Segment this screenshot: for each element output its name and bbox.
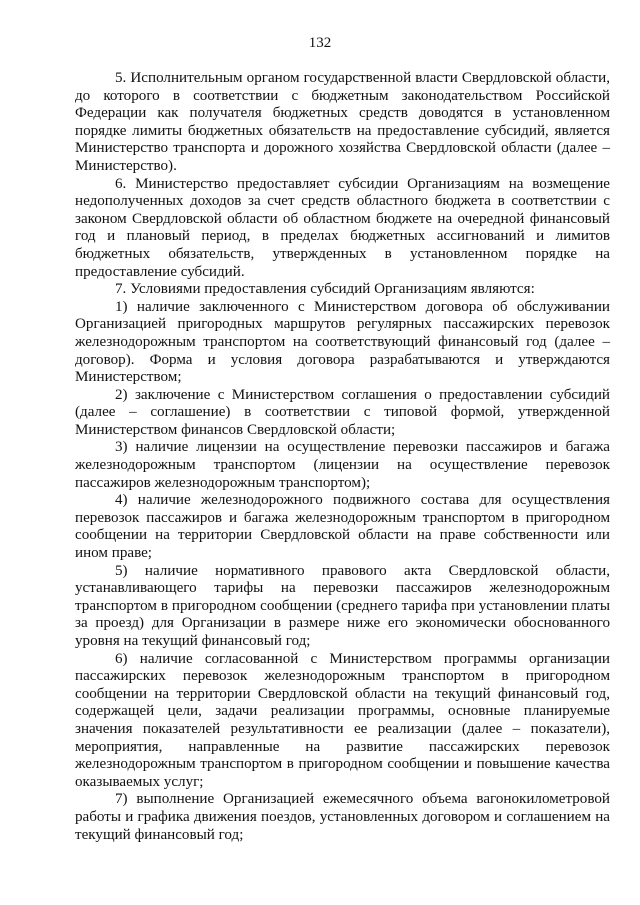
subparagraph-4: 4) наличие железнодорожного подвижного состава для осуществления перевозок пассажиров и багажа железнодорожным транспортом в пригородном сообщении на территории Свердловской области на праве собственности или ином праве; xyxy=(75,492,610,562)
subparagraph-3: 3) наличие лицензии на осуществление перевозки пассажиров и багажа железнодорожным транспортом (лицензии на осуществление перевозок пассажиров железнодорожным транспортом); xyxy=(75,439,610,491)
subparagraph-7: 7) выполнение Организацией ежемесячного объема вагонокилометровой работы и графика движения поездов, установленных договором и соглашением на текущий финансовый год; xyxy=(75,791,610,843)
paragraph-item-7: 7. Условиями предоставления субсидий Организациям являются: xyxy=(115,281,535,298)
page-number: 132 xyxy=(308,35,332,51)
subparagraph-6: 6) наличие согласованной с Министерством программы организации пассажирских перевозок железнодорожным транспортом в пригородном сообщении на территории Свердловской области на текущий финансовый год, содержащей цели, задачи реализации программы, основные планируемые значения показателей результативности ее реализации (далее – показатели), мероприятия, направленные на развитие пассажирских перевозок железнодорожным транспортом в пригородном сообщении и повышение качества оказываемых услуг; xyxy=(75,650,610,790)
subparagraph-1: 1) наличие заключенного с Министерством договора об обслуживании Организацией пригородных маршрутов регулярных пассажирских перевозок железнодорожным транспортом на соответствующий финансовый год (далее – договор). Форма и условия договора разрабатываются и утверждаются Министерством; xyxy=(75,298,610,386)
subparagraph-2: 2) заключение с Министерством соглашения о предоставлении субсидий (далее – соглашение) в соответствии с типовой формой, утвержденной Министерством финансов Свердловской области; xyxy=(75,386,610,438)
paragraph-item-6: 6. Министерство предоставляет субсидии Организациям на возмещение недополученных доходов за счет средств областного бюджета в соответствии с законом Свердловской области об областном бюджете на очередной финансовый год и плановый период, в пределах бюджетных ассигнований и лимитов бюджетных обязательств, утвержденных в установленном порядке на предоставление субсидий. xyxy=(75,175,610,280)
subparagraph-5: 5) наличие нормативного правового акта Свердловской области, устанавливающего тарифы на перевозки пассажиров железнодорожным транспортом в пригородном сообщении (среднего тарифа при установлении платы за проезд) для Организации в размере ниже его экономически обоснованного уровня на текущий финансовый год; xyxy=(75,562,610,649)
paragraph-item-5: 5. Исполнительным органом государственной власти Свердловской области, до которого в соответствии с бюджетным законодательством Российской Федерации как получателя бюджетных средств доводятся в установленном порядке лимиты бюджетных обязательств на предоставление субсидий, является Министерство транспорта и дорожного хозяйства Свердловской области (далее – Министерство). xyxy=(75,70,610,174)
document-body xyxy=(75,70,610,844)
